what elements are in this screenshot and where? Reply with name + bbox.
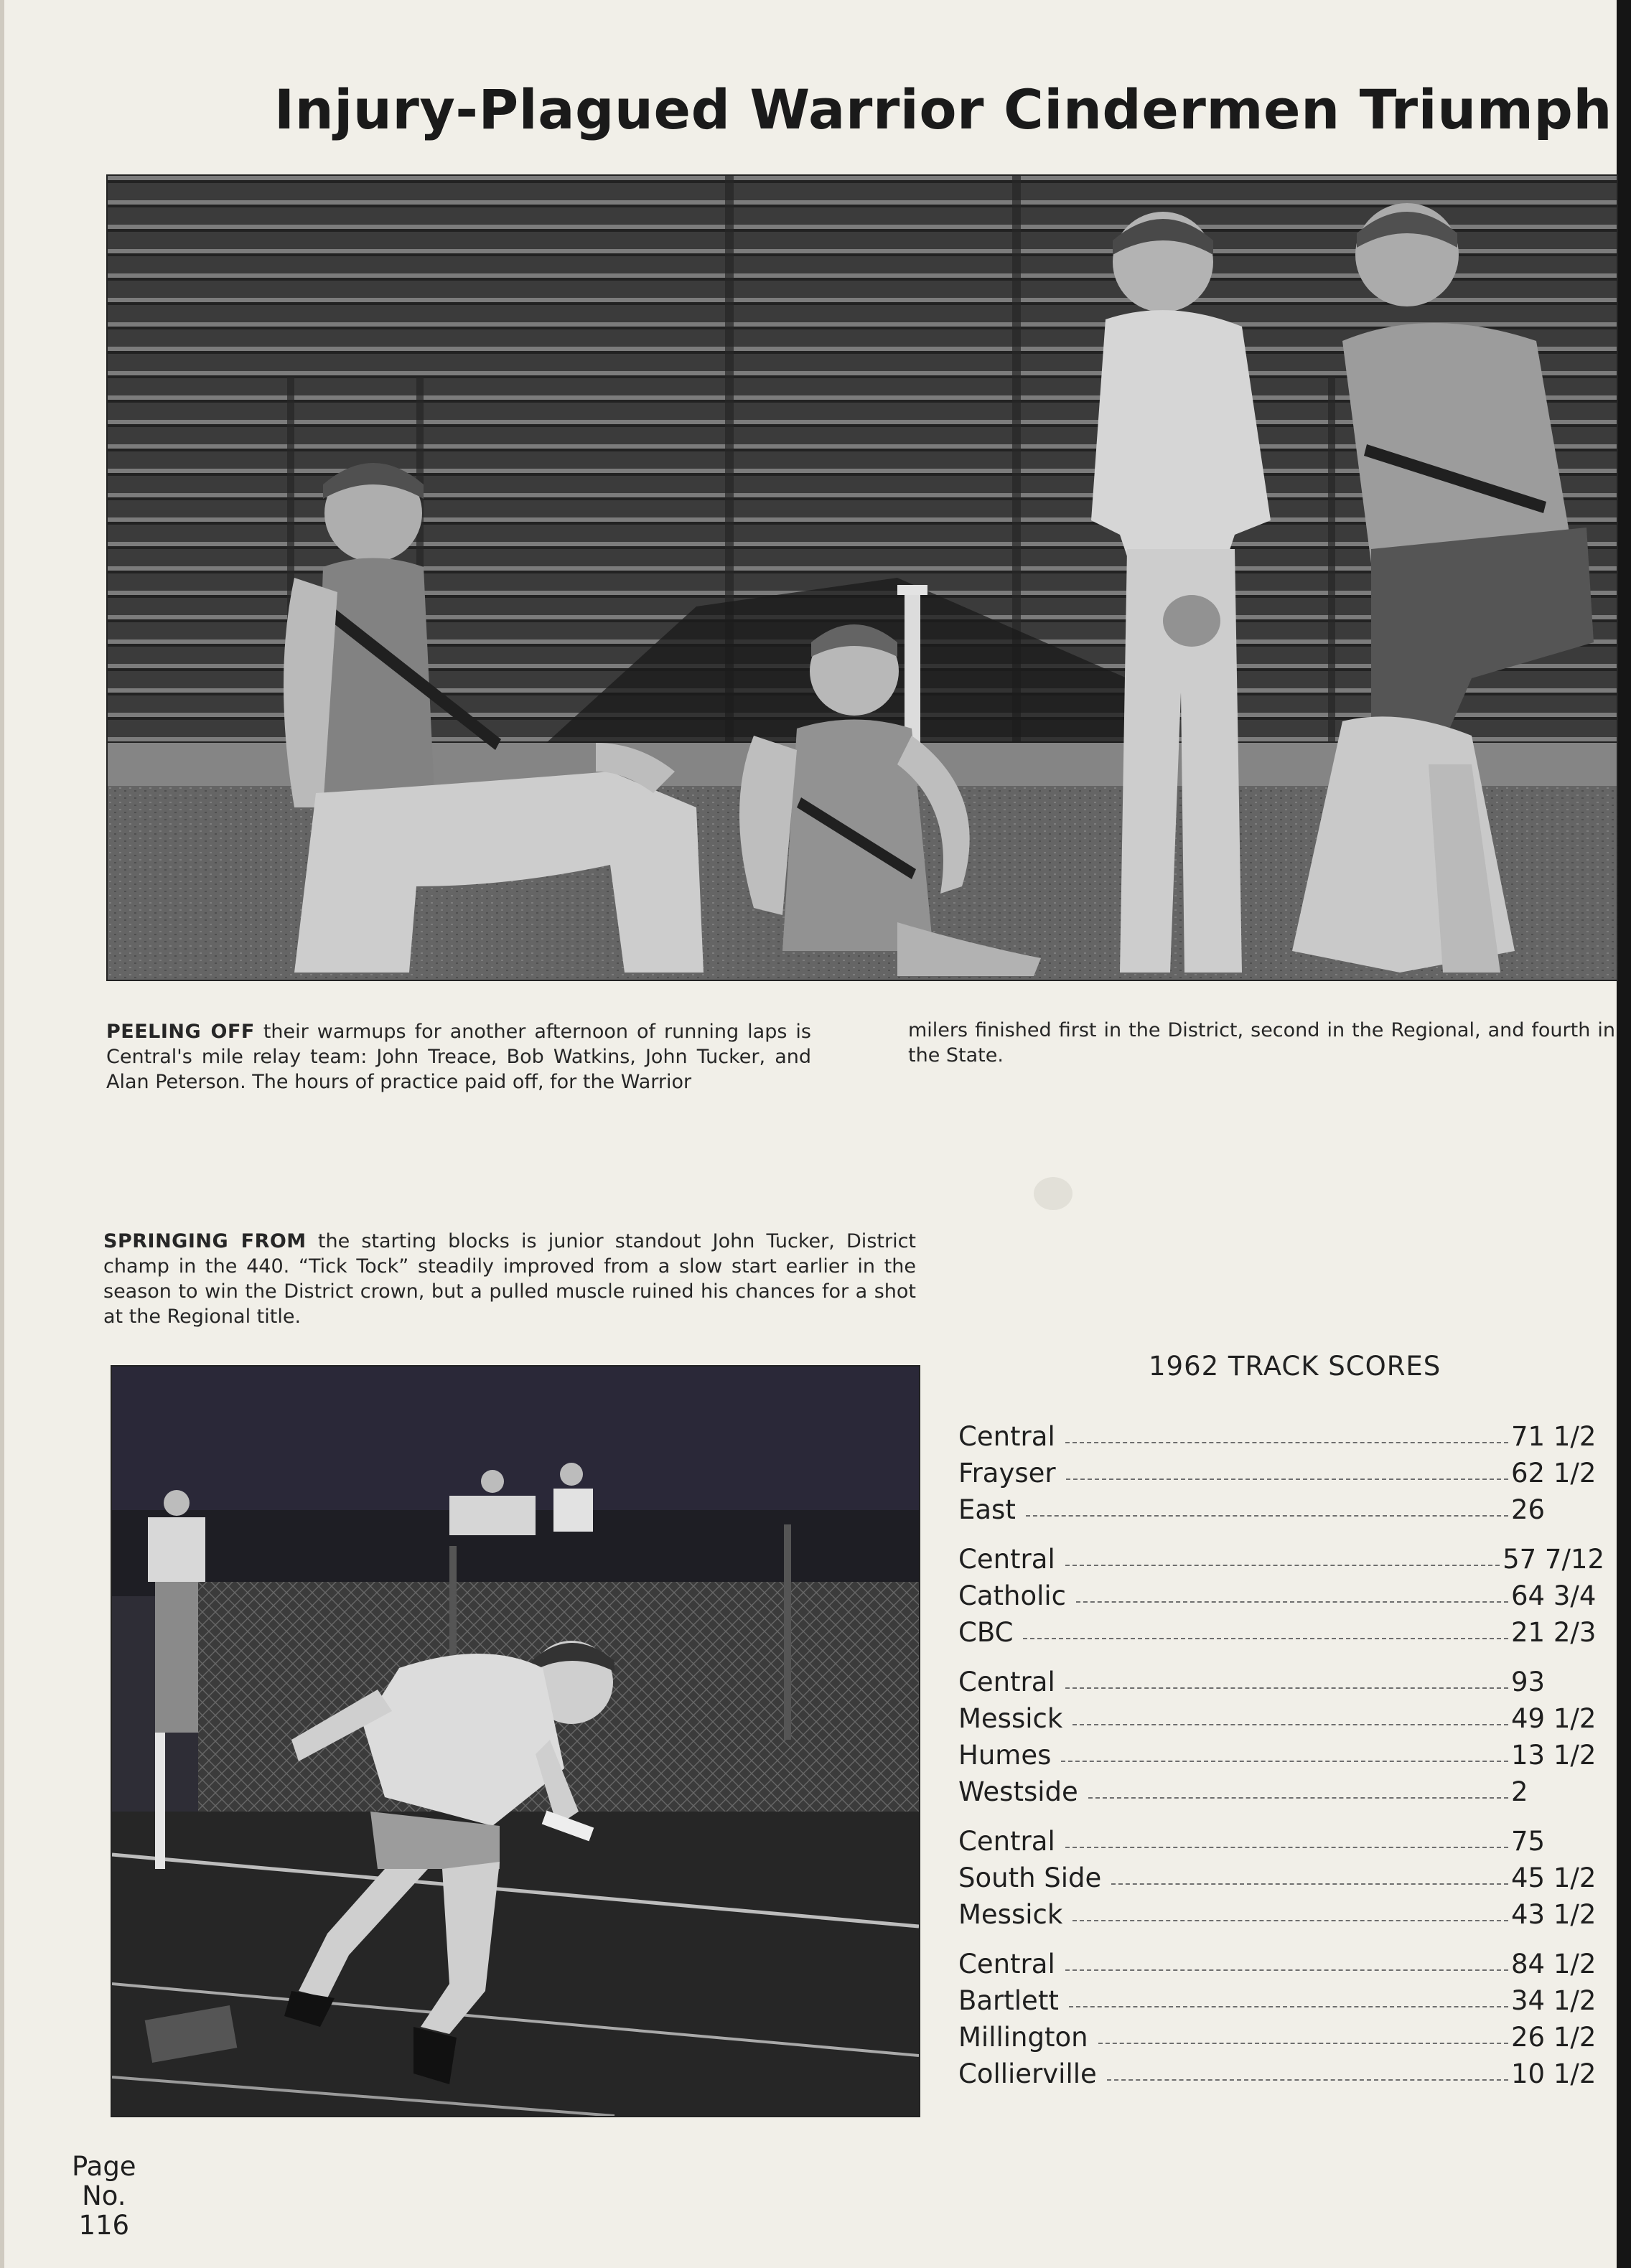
dot-leader [1111,1883,1508,1885]
dot-leader [1107,2079,1508,2081]
team-name: Central [958,1421,1055,1452]
score-row [958,1611,1604,1648]
team-score: 75 [1511,1826,1546,1857]
team-score: 57 7/12 [1503,1544,1604,1575]
team-score: 43 1/2 [1511,1899,1597,1930]
caption-text: their warmups for another afternoon of running laps is Central's mile relay team: John Treace, Bob Watkins, John Tucker, and Alan Peterson. The hours of practice paid off, for the Warrior [106,1021,811,1093]
dot-leader [1061,1761,1508,1762]
meet-group [958,1538,1604,1648]
team-score: 26 1/2 [1511,2022,1597,2053]
meet-group [958,1661,1604,1807]
score-row [958,1734,1604,1771]
page-edge-left [0,0,4,2268]
score-row [958,1820,1604,1857]
relay-team-photo [106,174,1618,981]
dot-leader [1065,1847,1508,1848]
team-name: Westside [958,1776,1078,1807]
dot-leader [1088,1797,1508,1799]
team-score: 34 1/2 [1511,1985,1597,2016]
dot-leader [1065,1687,1508,1689]
page-edge-right [1617,0,1631,2268]
dot-leader [1065,1565,1500,1566]
score-row [958,1415,1604,1452]
dot-leader [1065,1969,1508,1971]
team-name: Central [958,1544,1055,1575]
meet-group [958,1943,1604,2089]
score-row [958,2053,1604,2089]
dot-leader [1066,1479,1508,1480]
team-score: 45 1/2 [1511,1862,1597,1893]
meet-group [958,1415,1604,1525]
dot-leader [1072,1920,1508,1921]
score-row [958,1771,1604,1807]
dot-leader [1069,2006,1508,2007]
team-name: Central [958,1667,1055,1697]
page-label: Page [72,2151,136,2182]
caption-lead: SPRINGING FROM [103,1230,307,1252]
team-score: 62 1/2 [1511,1458,1597,1489]
team-name: CBC [958,1617,1014,1648]
team-name: Humes [958,1740,1052,1771]
team-name: Bartlett [958,1985,1059,2016]
dot-leader [1026,1515,1508,1517]
team-score: 2 [1511,1776,1528,1807]
top-photo-caption-left [106,1019,811,1095]
score-row [958,1538,1604,1575]
score-row [958,1575,1604,1611]
dot-leader [1098,2043,1508,2044]
dot-leader [1072,1724,1508,1725]
score-row [958,1489,1604,1525]
sprinter-photo-caption [103,1229,916,1329]
team-name: Frayser [958,1458,1056,1489]
score-row [958,1452,1604,1489]
track-scores-list [958,1415,1604,2102]
meet-group [958,1820,1604,1930]
scores-title: 1962 TRACK SCORES [1149,1351,1441,1382]
team-score: 21 2/3 [1511,1617,1597,1648]
team-name: Catholic [958,1580,1067,1611]
team-name: Millington [958,2022,1088,2053]
team-score: 49 1/2 [1511,1703,1597,1734]
team-name: East [958,1494,1016,1525]
team-score: 84 1/2 [1511,1949,1597,1979]
page-number-value: 116 [78,2210,130,2241]
team-name: Messick [958,1899,1063,1930]
score-row [958,1661,1604,1697]
score-row [958,2016,1604,2053]
score-row [958,1697,1604,1734]
paper-speck [1034,1177,1072,1210]
score-row [958,1893,1604,1930]
sprinter-photo [111,1365,920,2117]
dot-leader [1065,1442,1508,1443]
team-score: 26 [1511,1494,1546,1525]
top-photo-caption-right: milers finished first in the District, second in the Regional, and fourth in the State. [908,1019,1615,1067]
page-number [72,2152,136,2240]
caption-lead: PEELING OFF [106,1021,255,1043]
team-name: Central [958,1826,1055,1857]
caption-text: the starting blocks is junior standout John Tucker, District champ in the 440. “Tick Tock” steadily improved from a slow start earlier in the season to win the District crown, but a pulled muscle ruined his chances for a shot at the Regional title. [103,1230,917,1328]
page-title: Injury-Plagued Warrior Cindermen Triumph [274,78,1612,141]
score-row [958,1857,1604,1893]
team-name: Collierville [958,2058,1097,2089]
team-score: 93 [1511,1667,1546,1697]
page-no-label: No. [82,2180,126,2211]
team-score: 71 1/2 [1511,1421,1597,1452]
score-row [958,1943,1604,1979]
team-name: Central [958,1949,1055,1979]
team-score: 13 1/2 [1511,1740,1597,1771]
dot-leader [1076,1601,1508,1603]
dot-leader [1023,1638,1508,1639]
team-name: South Side [958,1862,1102,1893]
score-row [958,1979,1604,2016]
team-score: 10 1/2 [1511,2058,1597,2089]
team-score: 64 3/4 [1511,1580,1597,1611]
team-name: Messick [958,1703,1063,1734]
